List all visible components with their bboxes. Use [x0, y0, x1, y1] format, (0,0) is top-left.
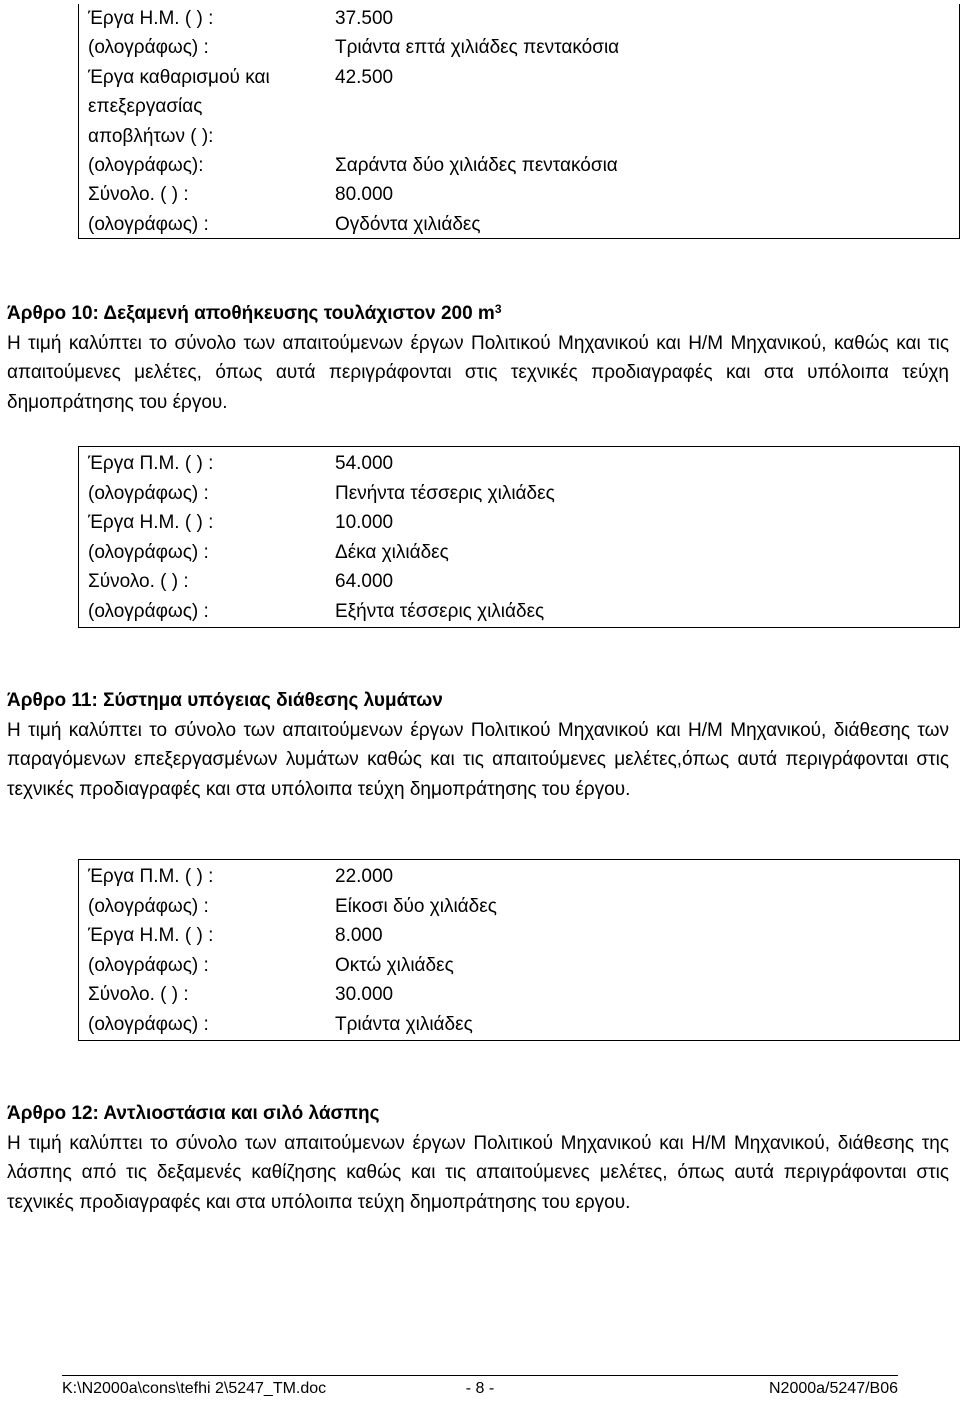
article-11	[7, 686, 949, 804]
cost-label: (ολογράφως) :	[88, 1013, 209, 1035]
cost-value: Σαράντα δύο χιλιάδες πεντακόσια	[335, 154, 618, 176]
footer-page-number: - 8 -	[465, 1380, 495, 1397]
cost-row	[79, 151, 959, 180]
cost-label: Έργα Π.Μ. ( ) :	[88, 453, 214, 474]
cost-value: Εξήντα τέσσερις χιλιάδες	[335, 600, 545, 622]
cost-label: Σύνολο. ( ) :	[88, 184, 189, 206]
cost-row	[79, 921, 959, 951]
cost-label: Έργα Η.Μ. ( ) :	[88, 925, 214, 947]
cost-row	[79, 892, 959, 922]
cost-row	[79, 4, 959, 33]
cost-value: 37.500	[335, 8, 394, 29]
cost-value: Πενήντα τέσσερις χιλιάδες	[335, 482, 555, 504]
cost-row	[79, 508, 959, 538]
cost-table-rows	[79, 4, 959, 239]
cost-row	[79, 92, 959, 121]
cost-value: 10.000	[335, 512, 394, 534]
cost-row	[79, 180, 959, 209]
cost-row	[79, 980, 959, 1010]
cost-label: Έργα καθαρισμού και	[88, 66, 270, 88]
cost-value: 8.000	[335, 925, 383, 947]
article-heading: Άρθρο 10: Δεξαμενή αποθήκευσης τουλάχιστον 200 $m^3$	[7, 302, 502, 324]
cost-label: (ολογράφως) :	[88, 600, 209, 622]
superscript: 3	[494, 302, 502, 316]
cost-row	[79, 63, 959, 92]
cost-row	[79, 1010, 959, 1040]
cost-row	[79, 538, 959, 568]
cost-row	[79, 862, 959, 892]
cost-label: Σύνολο. ( ) :	[88, 984, 189, 1006]
cost-label: επεξεργασίας	[88, 96, 203, 118]
cost-label: (ολογράφως) :	[88, 895, 209, 917]
article-body: Η τιμή καλύπτει το σύνολο των απαιτούμενων έργων Πολιτικού Μηχανικού και Η/Μ Μηχανικού, καθώς και τις απαιτούμενες μελέτες, όπως αυτά περιγράφονται στις τεχνικές προδιαγραφές και στα υπόλοιπα τεύχη δημοπράτησης του έργου.	[7, 332, 949, 413]
cost-table-3	[78, 859, 960, 1041]
cost-table-rows	[79, 447, 959, 627]
cost-label: (ολογράφως):	[88, 154, 204, 176]
cost-table-1	[78, 4, 960, 239]
cost-row	[79, 597, 959, 627]
footer-document-code: N2000a/5247/B06	[769, 1380, 898, 1397]
cost-row	[79, 449, 959, 479]
cost-table-2	[78, 446, 960, 628]
cost-value: Οκτώ χιλιάδες	[335, 954, 454, 976]
page-footer	[62, 1375, 898, 1402]
cost-value: 30.000	[335, 984, 394, 1006]
cost-row	[79, 567, 959, 597]
article-body: Η τιμή καλύπτει το σύνολο των απαιτούμενων έργων Πολιτικού Μηχανικού και Η/Μ Μηχανικού, διάθεσης της λάσπης από τις δεξαμενές καθίζησης καθώς και τις απαιτούμενες μελέτες, όπως αυτά περιγράφονται στις τεχνικές προδιαγραφές και στα υπόλοιπα τεύχη δημοπράτησης του εργου.	[7, 1132, 949, 1213]
cost-label: Σύνολο. ( ) :	[88, 571, 189, 593]
cost-table-rows	[79, 860, 959, 1040]
cost-row	[79, 479, 959, 509]
article-heading: Άρθρο 11: Σύστημα υπόγειας διάθεσης λυμάτων	[7, 690, 443, 711]
cost-value: 42.500	[335, 66, 394, 88]
article-heading: Άρθρο 12: Αντλιοστάσια και σιλό λάσπης	[7, 1103, 380, 1124]
cost-value: Είκοσι δύο χιλιάδες	[335, 895, 497, 917]
cost-value: 22.000	[335, 866, 394, 887]
cost-label: Έργα Π.Μ. ( ) :	[88, 866, 214, 887]
cost-row	[79, 33, 959, 62]
cost-label: Έργα Η.Μ. ( ) :	[88, 512, 214, 534]
cost-label: Έργα Η.Μ. ( ) :	[88, 8, 214, 29]
article-body: Η τιμή καλύπτει το σύνολο των απαιτούμενων έργων Πολιτικού Μηχανικού και Η/Μ Μηχανικού, διάθεσης των παραγόμενων επεξεργασμένων λυμάτων καθώς και τις απαιτούμενες μελέτες,όπως αυτά περιγράφονται στις τεχνικές προδιαγραφές και στα υπόλοιπα τεύχη δημοπράτησης του έργου.	[7, 719, 949, 800]
cost-row	[79, 210, 959, 239]
cost-label: (ολογράφως) :	[88, 213, 209, 235]
cost-value: Τριάντα επτά χιλιάδες πεντακόσια	[335, 37, 620, 59]
cost-value: 64.000	[335, 571, 394, 593]
article-10	[7, 299, 949, 417]
cost-value: Ογδόντα χιλιάδες	[335, 213, 481, 235]
cost-label: αποβλήτων ( ):	[88, 125, 214, 147]
cost-value: 54.000	[335, 453, 394, 474]
cost-value: Δέκα χιλιάδες	[335, 541, 449, 563]
cost-row	[79, 122, 959, 151]
cost-label: (ολογράφως) :	[88, 954, 209, 976]
article-12	[7, 1099, 949, 1217]
cost-label: (ολογράφως) :	[88, 37, 209, 59]
cost-label: (ολογράφως) :	[88, 482, 209, 504]
footer-file-path: K:\N2000a\cons\tefhi 2\5247_TM.doc	[62, 1380, 327, 1397]
cost-row	[79, 951, 959, 981]
cost-label: (ολογράφως) :	[88, 541, 209, 563]
cost-value: 80.000	[335, 184, 394, 206]
cost-value: Τριάντα χιλιάδες	[335, 1013, 473, 1035]
